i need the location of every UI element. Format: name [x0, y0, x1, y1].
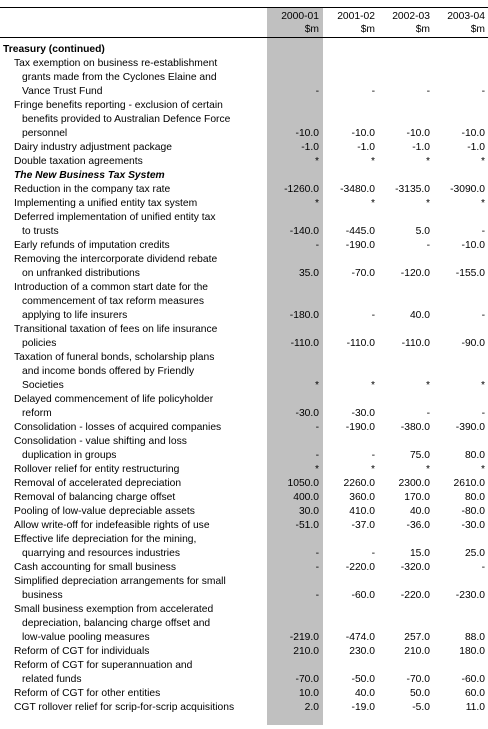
row-label-line: Consolidation - losses of acquired companies: [14, 422, 222, 433]
row-label: [14, 393, 267, 421]
value-cell-2003-04: *: [480, 464, 485, 475]
row-label: [14, 197, 267, 211]
value-cell-2001-02: -30.0: [351, 408, 375, 419]
header-top-rule: [0, 7, 488, 8]
row-label-line: related funds: [22, 674, 82, 685]
row-label-line: commencement of tax reform measures: [22, 296, 204, 307]
value-cell-2003-04: 88.0: [464, 632, 485, 643]
value-cell-2000-01: -110.0: [290, 338, 319, 349]
table-row: [0, 645, 488, 659]
value-cell-2002-03: -: [426, 86, 430, 97]
column-header-2001-02: [323, 10, 375, 36]
value-cell-2002-03: -1.0: [412, 142, 430, 153]
row-label-line: Allow write-off for indefeasible rights of use: [14, 520, 210, 531]
value-cell-2001-02: -220.0: [345, 562, 375, 573]
value-cell-2003-04: 60.0: [464, 688, 485, 699]
row-label-line: Vance Trust Fund: [22, 86, 103, 97]
table-row: [0, 491, 488, 505]
value-cell-2003-04: 25.0: [464, 548, 485, 559]
table-row: [0, 281, 488, 323]
value-cell-2002-03: -5.0: [412, 702, 430, 713]
value-cell-2003-04: 80.0: [464, 492, 485, 503]
row-label-line: Deferred implementation of unified entity tax: [14, 212, 216, 223]
value-cell-2000-01: 2.0: [304, 702, 319, 713]
row-label-line: Delayed commencement of life policyholder: [14, 394, 214, 405]
table-row: [0, 99, 488, 141]
row-label-line: Double taxation agreements: [14, 156, 143, 167]
value-cell-2003-04: *: [480, 380, 485, 391]
table-row: [0, 603, 488, 645]
row-label-line: Effective life depreciation for the mining,: [14, 534, 197, 545]
row-label-line: duplication in groups: [22, 450, 117, 461]
table-row: [0, 211, 488, 239]
table-row: [0, 323, 488, 351]
row-label-line: Reform of CGT for superannuation and: [14, 660, 193, 671]
value-cell-2003-04: 2610.0: [453, 478, 485, 489]
value-cell-2003-04: -3090.0: [450, 184, 485, 195]
value-cell-2002-03: -120.0: [400, 268, 430, 279]
row-label-line: depreciation, balancing charge offset and: [22, 618, 211, 629]
row-label: [14, 155, 267, 169]
row-label-line: applying to life insurers: [22, 310, 128, 321]
row-label: [14, 645, 267, 659]
subsection-heading-row: [0, 169, 488, 183]
value-cell-2000-01: -140.0: [289, 226, 319, 237]
value-cell-2000-01: -: [315, 86, 319, 97]
row-label-line: Reduction in the company tax rate: [14, 184, 171, 195]
column-header-2000-01: [267, 10, 319, 36]
row-label-line: business: [22, 590, 63, 601]
value-cell-2000-01: -: [315, 422, 319, 433]
value-cell-2002-03: -10.0: [406, 128, 430, 139]
value-cell-2002-03: 75.0: [409, 450, 430, 461]
row-label-line: Dairy industry adjustment package: [14, 142, 172, 153]
value-cell-2002-03: 257.0: [404, 632, 430, 643]
value-cell-2001-02: -190.0: [345, 422, 375, 433]
row-label: [14, 659, 267, 687]
value-cell-2003-04: -: [481, 310, 485, 321]
column-year: 2001-02: [337, 11, 375, 22]
value-cell-2000-01: -1260.0: [284, 184, 319, 195]
value-cell-2001-02: -190.0: [345, 240, 375, 251]
table-row: [0, 57, 488, 99]
value-cell-2000-01: *: [314, 464, 319, 475]
column-header-2002-03: [378, 10, 430, 36]
value-cell-2000-01: *: [314, 380, 319, 391]
row-label-line: policies: [22, 338, 57, 349]
column-year: 2000-01: [281, 11, 319, 22]
value-cell-2000-01: -180.0: [289, 310, 319, 321]
row-label-line: Consolidation - value shifting and loss: [14, 436, 187, 447]
row-label-line: Pooling of low-value depreciable assets: [14, 506, 195, 517]
table-row: [0, 687, 488, 701]
value-cell-2003-04: -: [481, 562, 485, 573]
value-cell-2001-02: -70.0: [351, 268, 375, 279]
value-cell-2001-02: -: [371, 310, 375, 321]
value-cell-2001-02: -110.0: [346, 338, 375, 349]
table-row: [0, 435, 488, 463]
row-label: [14, 687, 267, 701]
value-cell-2003-04: -: [481, 408, 485, 419]
table-row: [0, 393, 488, 421]
value-cell-2003-04: -90.0: [461, 338, 485, 349]
value-cell-2003-04: *: [480, 198, 485, 209]
row-label: [14, 421, 267, 435]
value-cell-2003-04: -30.0: [461, 520, 485, 531]
column-year: 2003-04: [447, 11, 485, 22]
row-label: [14, 281, 267, 323]
table-row: [0, 351, 488, 393]
value-cell-2000-01: *: [314, 198, 319, 209]
row-label: [14, 491, 267, 505]
value-cell-2000-01: -219.0: [289, 632, 319, 643]
value-cell-2001-02: 40.0: [354, 688, 375, 699]
table-row: [0, 155, 488, 169]
value-cell-2000-01: -: [315, 240, 319, 251]
value-cell-2002-03: -70.0: [406, 674, 430, 685]
row-label-line: benefits provided to Australian Defence Force: [22, 114, 231, 125]
value-cell-2000-01: 400.0: [293, 492, 319, 503]
value-cell-2000-01: -: [315, 548, 319, 559]
row-label-line: Tax exemption on business re-establishment: [14, 58, 218, 69]
value-cell-2003-04: -10.0: [461, 128, 485, 139]
row-label-line: on unfranked distributions: [22, 268, 140, 279]
value-cell-2000-01: -10.0: [295, 128, 319, 139]
value-cell-2003-04: -390.0: [455, 422, 485, 433]
row-label-line: Removing the intercorporate dividend rebate: [14, 254, 218, 265]
value-cell-2000-01: 35.0: [298, 268, 319, 279]
value-cell-2001-02: -445.0: [345, 226, 375, 237]
value-cell-2003-04: -80.0: [461, 506, 485, 517]
row-label-line: Taxation of funeral bonds, scholarship plans: [14, 352, 215, 363]
value-cell-2002-03: 15.0: [409, 548, 430, 559]
value-cell-2001-02: *: [370, 156, 375, 167]
value-cell-2002-03: -: [426, 240, 430, 251]
row-label-line: Treasury (continued): [3, 44, 105, 55]
table-row: [0, 477, 488, 491]
value-cell-2002-03: -380.0: [400, 422, 430, 433]
table-row: [0, 701, 488, 715]
value-cell-2000-01: -1.0: [301, 142, 319, 153]
row-label-line: and income bonds offered by Friendly: [22, 366, 195, 377]
row-label: [14, 211, 267, 239]
row-label: [14, 141, 267, 155]
value-cell-2002-03: 40.0: [409, 310, 430, 321]
row-label: [14, 505, 267, 519]
row-label-line: Early refunds of imputation credits: [14, 240, 170, 251]
table-row: [0, 533, 488, 561]
value-cell-2002-03: *: [425, 156, 430, 167]
value-cell-2003-04: 11.0: [465, 702, 485, 713]
value-cell-2003-04: -230.0: [455, 590, 485, 601]
table-row: [0, 197, 488, 211]
value-cell-2002-03: 5.0: [415, 226, 430, 237]
table-row: [0, 561, 488, 575]
value-cell-2003-04: -: [481, 86, 485, 97]
row-label-line: Reform of CGT for other entities: [14, 688, 161, 699]
header-bottom-rule: [0, 37, 488, 38]
row-label: [14, 239, 267, 253]
value-cell-2001-02: 230.0: [349, 646, 375, 657]
table-row: [0, 253, 488, 281]
value-cell-2002-03: -: [426, 408, 430, 419]
row-label-line: grants made from the Cyclones Elaine and: [22, 72, 217, 83]
table-row: [0, 575, 488, 603]
row-label: [14, 253, 267, 281]
table-row: [0, 659, 488, 687]
row-label: [14, 351, 267, 393]
value-cell-2000-01: -: [315, 590, 319, 601]
value-cell-2003-04: 180.0: [459, 646, 485, 657]
value-cell-2001-02: 360.0: [349, 492, 375, 503]
value-cell-2001-02: -19.0: [351, 702, 375, 713]
value-cell-2002-03: 2300.0: [398, 478, 430, 489]
value-cell-2001-02: -60.0: [351, 590, 375, 601]
column-header-2003-04: [433, 10, 485, 36]
row-label-line: Removal of accelerated depreciation: [14, 478, 182, 489]
value-cell-2002-03: 170.0: [404, 492, 430, 503]
value-cell-2002-03: -320.0: [400, 562, 430, 573]
value-cell-2001-02: -3480.0: [340, 184, 375, 195]
value-cell-2001-02: 2260.0: [343, 478, 375, 489]
column-unit: $m: [360, 24, 375, 35]
value-cell-2001-02: -: [371, 548, 375, 559]
value-cell-2002-03: -110.0: [401, 338, 430, 349]
value-cell-2003-04: -155.0: [455, 268, 485, 279]
row-label: [14, 183, 267, 197]
value-cell-2001-02: -10.0: [351, 128, 375, 139]
value-cell-2001-02: -: [371, 450, 375, 461]
value-cell-2001-02: -50.0: [351, 674, 375, 685]
row-label: [14, 323, 267, 351]
value-cell-2002-03: -36.0: [406, 520, 430, 531]
value-cell-2003-04: 80.0: [464, 450, 485, 461]
value-cell-2000-01: 10.0: [298, 688, 319, 699]
table-row: [0, 141, 488, 155]
row-label-line: Rollover relief for entity restructuring: [14, 464, 180, 475]
row-label-line: The New Business Tax System: [14, 170, 165, 181]
row-label-line: Removal of balancing charge offset: [14, 492, 176, 503]
row-label: [14, 57, 267, 99]
row-label: [14, 519, 267, 533]
row-label-line: Fringe benefits reporting - exclusion of certain: [14, 100, 223, 111]
value-cell-2003-04: -: [481, 226, 485, 237]
value-cell-2001-02: -: [371, 86, 375, 97]
value-cell-2002-03: -220.0: [400, 590, 430, 601]
row-label-line: low-value pooling measures: [22, 632, 150, 643]
value-cell-2003-04: -10.0: [461, 240, 485, 251]
table-row: [0, 505, 488, 519]
table-row: [0, 421, 488, 435]
row-label-line: Small business exemption from accelerated: [14, 604, 214, 615]
row-label-line: CGT rollover relief for scrip-for-scrip acquisitions: [14, 702, 235, 713]
table-row: [0, 463, 488, 477]
row-label-line: to trusts: [22, 226, 59, 237]
value-cell-2000-01: *: [314, 156, 319, 167]
row-label-line: Societies: [22, 380, 64, 391]
row-label-line: Simplified depreciation arrangements for small: [14, 576, 226, 587]
value-cell-2001-02: -474.0: [345, 632, 375, 643]
column-unit: $m: [304, 24, 319, 35]
value-cell-2001-02: *: [370, 198, 375, 209]
value-cell-2003-04: -60.0: [461, 674, 485, 685]
value-cell-2003-04: -1.0: [467, 142, 485, 153]
row-label: [14, 477, 267, 491]
column-unit: $m: [415, 24, 430, 35]
row-label-line: Reform of CGT for individuals: [14, 646, 150, 657]
column-year: 2002-03: [392, 11, 430, 22]
value-cell-2002-03: *: [425, 380, 430, 391]
row-label: [14, 99, 267, 141]
value-cell-2002-03: *: [425, 464, 430, 475]
value-cell-2000-01: 1050.0: [287, 478, 319, 489]
table-row: [0, 239, 488, 253]
measures-table-body: [0, 43, 488, 715]
row-label: [14, 603, 267, 645]
value-cell-2000-01: -70.0: [295, 674, 319, 685]
value-cell-2002-03: 40.0: [409, 506, 430, 517]
table-row: [0, 519, 488, 533]
row-label-line: Introduction of a common start date for the: [14, 282, 209, 293]
row-label: [14, 435, 267, 463]
value-cell-2000-01: -51.0: [295, 520, 319, 531]
section-heading-row: [0, 43, 488, 57]
row-label: [14, 463, 267, 477]
row-label-line: reform: [22, 408, 52, 419]
row-label: [14, 533, 267, 561]
row-label: [14, 561, 267, 575]
value-cell-2003-04: *: [480, 156, 485, 167]
row-label-line: personnel: [22, 128, 68, 139]
value-cell-2000-01: -: [315, 450, 319, 461]
value-cell-2002-03: -3135.0: [395, 184, 430, 195]
value-cell-2001-02: *: [370, 380, 375, 391]
value-cell-2001-02: -1.0: [357, 142, 375, 153]
value-cell-2001-02: -37.0: [351, 520, 375, 531]
row-label-line: quarrying and resources industries: [22, 548, 180, 559]
value-cell-2000-01: 30.0: [298, 506, 319, 517]
column-unit: $m: [470, 24, 485, 35]
value-cell-2002-03: *: [425, 198, 430, 209]
row-label-line: Implementing a unified entity tax system: [14, 198, 198, 209]
value-cell-2002-03: 50.0: [409, 688, 430, 699]
value-cell-2000-01: 210.0: [293, 646, 319, 657]
value-cell-2001-02: 410.0: [349, 506, 375, 517]
value-cell-2000-01: -30.0: [295, 408, 319, 419]
value-cell-2001-02: *: [370, 464, 375, 475]
table-row: [0, 183, 488, 197]
value-cell-2000-01: -: [315, 562, 319, 573]
value-cell-2002-03: 210.0: [404, 646, 430, 657]
row-label-line: Transitional taxation of fees on life insurance: [14, 324, 218, 335]
row-label: [14, 169, 267, 183]
row-label: [14, 575, 267, 603]
row-label: [3, 43, 256, 57]
row-label-line: Cash accounting for small business: [14, 562, 176, 573]
row-label: [14, 701, 267, 715]
